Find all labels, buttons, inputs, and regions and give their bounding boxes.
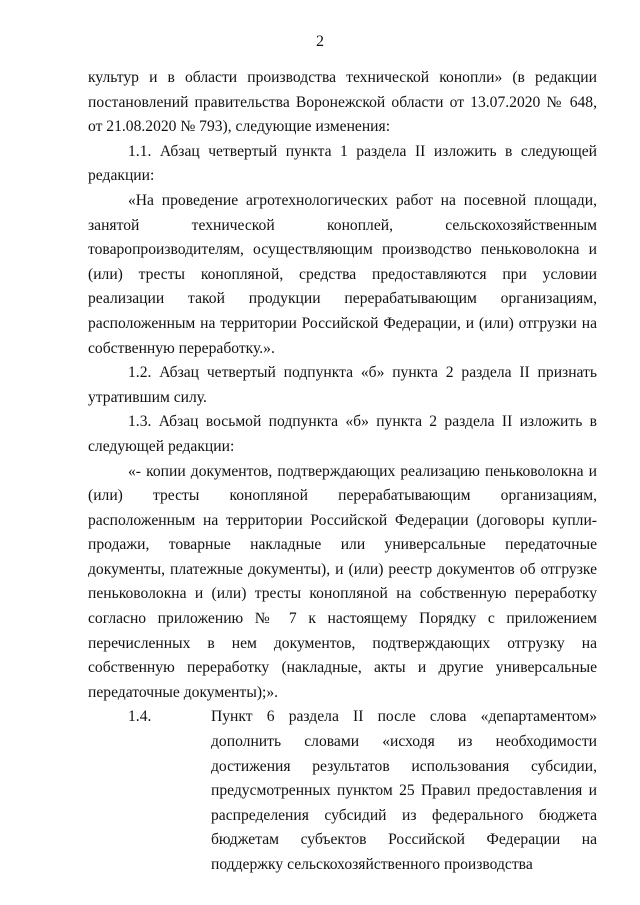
paragraph-continuation: культур и в области производства технической конопли» (в редакции постановлений правительства Воронежской области от 13.07.2020 № 648, от 21.08.2020 № 793), следующие изменения: bbox=[88, 69, 597, 136]
paragraph-1-4 bbox=[88, 705, 597, 877]
page-number: 2 bbox=[316, 33, 324, 50]
quote-1: «На проведение агротехнологических работ на посевной площади, занятой технической коноплей, сельскохозяйственным товаропроизводителям, осуществляющим производство пеньковолокна и (или) тресты конопляной, средства предоставляются при условии реализации такой продукции перерабатывающим организациям, расположенным на территории Российской Федерации, и (или) отгрузки на собственную переработку.». bbox=[88, 191, 597, 357]
document-body bbox=[88, 66, 597, 878]
paragraph-1-4-number: 1.4. bbox=[128, 708, 152, 726]
paragraph-1-3: 1.3. Абзац восьмой подпункта «б» пункта 2 раздела II изложить в следующей редакции: bbox=[88, 413, 597, 455]
quote-2: «- копии документов, подтверждающих реализацию пеньковолокна и (или) тресты конопляной перерабатывающим организациям, расположенным на территории Российской Федерации (договоры купли-продажи, товарные накладные или универсальные передаточные документы, платежные документы), и (или) реестр документов об отгрузке пеньковолокна и (или) тресты конопляной на собственную переработку согласно приложению № 7 к настоящему Порядку с приложением перечисленных в нем документов, подтверждающих отгрузку на собственную переработку (накладные, акты и другие универсальные передаточные документы);». bbox=[88, 462, 597, 701]
paragraph-1-4-text: Пункт 6 раздела II после слова «департаментом» дополнить словами «исходя из необходимости достижения результатов использования субсидии, предусмотренных пунктом 25 Правил предоставления и распределения субсидий из федерального бюджета бюджетам субъектов Российской Федерации на поддержку сельскохозяйственного производства bbox=[211, 708, 597, 873]
paragraph-1-2: 1.2. Абзац четвертый подпункта «б» пункта 2 раздела II признать утратившим силу. bbox=[88, 364, 597, 406]
paragraph-1-1: 1.1. Абзац четвертый пункта 1 раздела II изложить в следующей редакции: bbox=[88, 142, 597, 185]
